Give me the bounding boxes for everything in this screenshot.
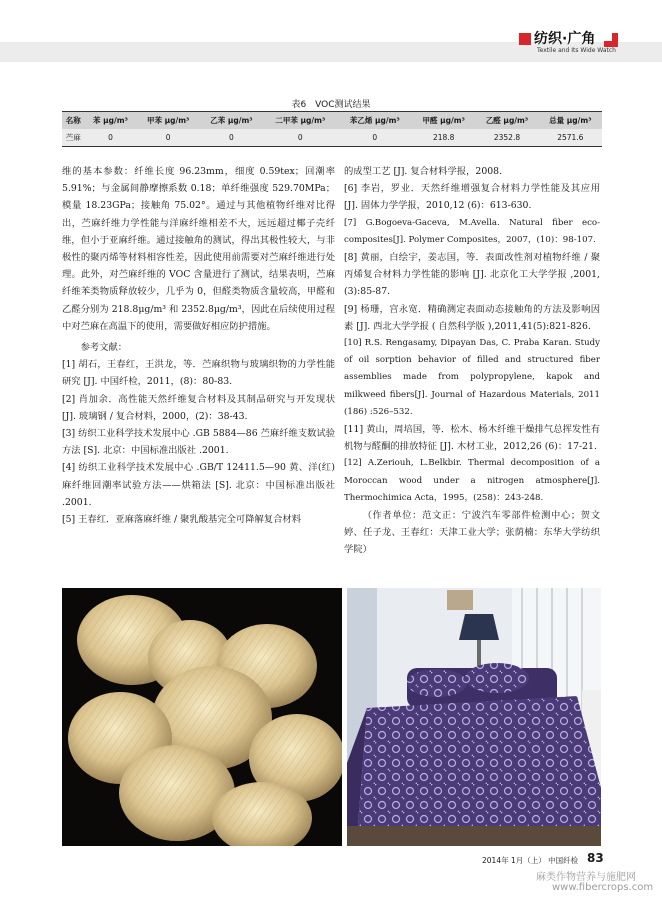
table-header-cell: 甲醛 μg/m³ (412, 112, 475, 130)
table-header-cell: 乙苯 μg/m³ (200, 112, 263, 130)
reference-item: [10] R.S. Rengasamy, Dipayan Das, C. Praba Karan. Study of oil sorption behavior of filled and structured fiber assemblies made from polypropylene, kapok and milkweed fibers[J]. Journal of Hazardous Materials, 2011 (186) :526–532. (344, 338, 600, 417)
reference-item: [6] 李岩，罗业．天然纤维增强复合材料力学性能及其应用 [J]. 固体力学学报，2010,12 (6)：613-630. (344, 183, 600, 212)
page-number: 83 (587, 851, 604, 865)
reference-item: [9] 杨珊，宫永宽．精确测定表面动态接触角的方法及影响因素 [J]. 西北大学学报 ( 自然科学版 ),2011,41(5):821-826. (344, 303, 600, 332)
table-header-cell: 总量 μg/m³ (539, 112, 602, 130)
watermark-url: www.fibercrops.com (552, 882, 654, 893)
table-cell: 2571.6 (539, 129, 602, 147)
reference-item: [2] 肖加余．高性能天然纤维复合材料及其制品研究与开发现状 [J]. 玻璃钢 / 复合材料，2000，(2)：38-43. (62, 393, 335, 422)
bedroom-illustration (347, 588, 601, 846)
table-header-row (62, 112, 602, 130)
header-corner-mark (604, 33, 618, 47)
reference-item: [1] 胡石，王春红，王洪龙，等．苎麻织物与玻璃织物的力学性能研究 [J]. 中国纤检，2011，(8)：80-83. (62, 359, 335, 388)
reference-item: 的成型工艺 [J]. 复合材料学报，2008. (344, 166, 503, 177)
ramie-yarn-photo (62, 588, 342, 846)
table-cell: 0 (263, 129, 338, 147)
references-heading: 参考文献： (80, 342, 128, 354)
reference-item: [8] 黄丽，白绘宇，姜志国，等．表面改性剂对植物纤维 / 聚丙烯复合材料力学性能的影响 [J]. 北京化工大学学报 ,2001,(3):85-87. (344, 252, 600, 298)
table-cell: 0 (338, 129, 413, 147)
reference-item: [5] 王春红．亚麻落麻纤维 / 聚乳酸基完全可降解复合材料 (62, 514, 301, 526)
voc-table (62, 111, 602, 147)
author-affiliation: （作者单位：范文正：宁波汽车零部件检测中心；贺文婷、任子龙、王春红：天津工业大学；张荫楠：东华大学纺织学院） (344, 510, 600, 556)
reference-item: [3] 纺织工业科学技术发展中心 .GB 5884—86 苎麻纤维支数试验方法 [S]. 北京：中国标准出版社 .2001. (62, 428, 335, 457)
table-header-cell: 苯 μg/m³ (84, 112, 136, 130)
table-header-cell: 苯乙烯 μg/m³ (338, 112, 413, 130)
table-cell: 0 (84, 129, 136, 147)
reference-item: [4] 纺织工业科学技术发展中心 .GB/T 12411.5—90 黄、洋(红) 麻纤维回潮率试验方法——烘箱法 [S]. 北京：中国标准出版社 .2001. (62, 462, 335, 508)
reference-item: [7] G.Bogoeva-Gaceva, M.Avella. Natural fiber eco-composites[J]. Polymer Composites，2007，(10)：98-107. (344, 217, 600, 245)
table-cell: 218.8 (412, 129, 475, 147)
reference-item: [11] 黄山，周培国，等．松木、杨木纤维干燥排气总挥发性有机物与醛酮的排放特征 [J]. 木材工业，2012,26 (6)：17-21. (344, 424, 600, 453)
header-logo: 纺织·广角 (534, 31, 596, 47)
body-paragraph: 维的基本参数：纤维长度 96.23mm，细度 0.59tex；回潮率 5.91%；与金属间静摩擦系数 0.18；单纤维强度 529.70MPa；模量 18.23GPa；接触角 75.02°。通过与其他植物纤维对比得出，苎麻纤维力学性能与洋麻纤维相差不大，远远超过椰子壳纤维，但小于亚麻纤维。通过接触角的测试，得出其极性较大，与非极性的聚丙烯等材料相容性差，因此使用前需要对苎麻纤维进行处理。此外，对苎麻纤维的 VOC 含量进行了测试，结果表明，苎麻纤维苯类物质释放较少，几乎为 0，但醛类物质含量较高，甲醛和乙醛分别为 218.8μg/m³ 和 2352.8μg/m³，因此在后续使用过程中对苎麻在高温下的使用，需要做好相应防护措施。 (62, 166, 335, 332)
left-column (62, 163, 335, 528)
table-cell: 苎麻 (62, 129, 84, 147)
yarn-balls-illustration (62, 588, 342, 846)
table-header-cell: 名称 (62, 112, 84, 130)
table-header-cell: 二甲苯 μg/m³ (263, 112, 338, 130)
table-cell: 0 (137, 129, 200, 147)
table-row (62, 129, 602, 147)
right-column (344, 163, 600, 559)
table-caption: 表6 VOC测试结果 (291, 100, 371, 110)
table-header-cell: 乙醛 μg/m³ (475, 112, 538, 130)
header-subtitle: Textile and Its Wide Watch (537, 47, 616, 54)
reference-item: [12] A.Zeriouh, L.Belkbir. Thermal decomposition of a Moroccan wood under a nitrogen atmosphere[J]. Thermochimica Acta，1995，(258)：243-248. (344, 458, 600, 503)
table-header-cell: 甲苯 μg/m³ (137, 112, 200, 130)
bedroom-photo (347, 588, 601, 846)
table-cell: 2352.8 (475, 129, 538, 147)
table-cell: 0 (200, 129, 263, 147)
watermark-title: 麻类作物营养与施肥网 (536, 872, 636, 883)
footer-issue: 2014年 1月（上） 中国纤检 (482, 856, 579, 865)
header-red-square (519, 33, 531, 45)
